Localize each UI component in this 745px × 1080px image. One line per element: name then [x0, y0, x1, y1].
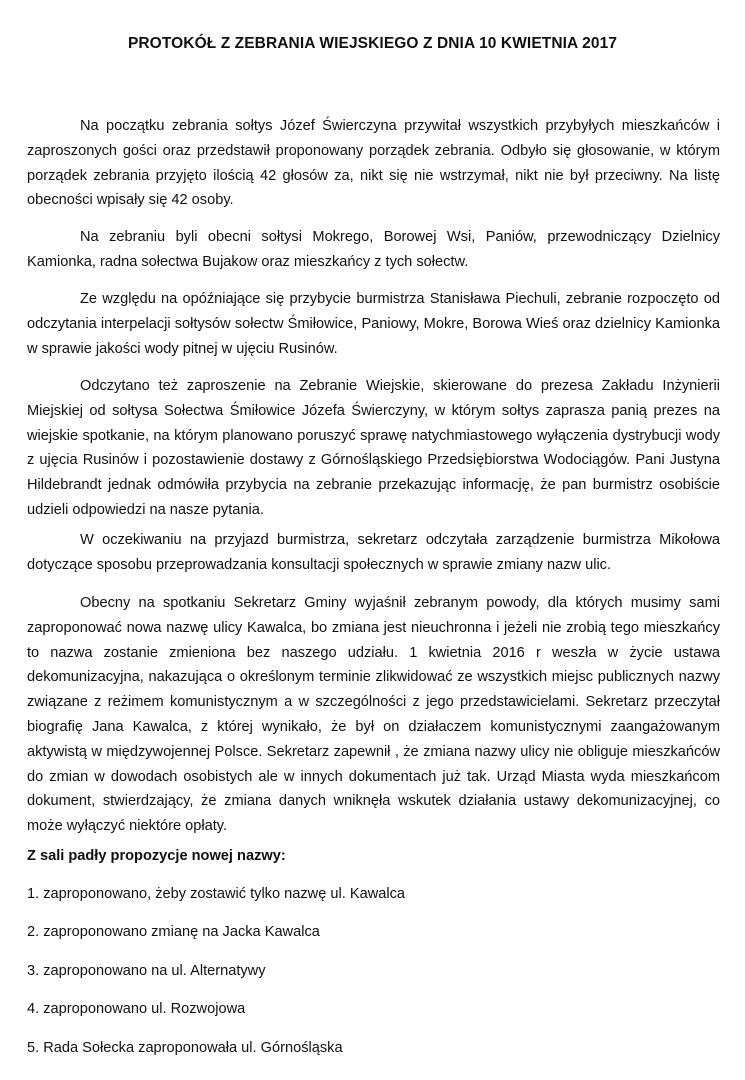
paragraph-secretary: Obecny na spotkaniu Sekretarz Gminy wyjaśnił zebranym powody, dla których musimy sami zaproponować nowa nazwę ulicy Kawalca, bo zmiana jest nieuchronna i jeżeli nie zrobią tego mieszkańcy to nazwa zostanie zmieniona bez naszego udziału. 1 kwietnia 2016 r weszła w życie ustawa dekomunizacyjna, nakazująca o określonym terminie zlikwidować ze wszystkich miejsc publicznych nazwy związane z reżimem komunistycznym a w szczególności z jego przedstawicielami. Sekretarz przeczytał biografię Jana Kawalca, z której wynikało, że był on działaczem komunistycznymi zaangażowanym aktywistą w międzywojennej Polsce. Sekretarz zapewnił , że zmiana nazwy ulicy nie obliguje mieszkańców do zmian w dowodach osobistych ale w innych dokumentach już tak. Urząd Miasta wyda mieszkańcom dokument, stwierdzający, że zmiana danych wniknęła wskutek działania ustawy dekomunizacyjnej, co może wyłączyć niektóre opłaty.	[27, 595, 720, 835]
paragraph-invitation: Odczytano też zaproszenie na Zebranie Wiejskie, skierowane do prezesa Zakładu Inżynierii Miejskiej od sołtysa Sołectwa Śmiłowice Józefa Świerczyny, w którym sołtys zaprasza panią prezes na wiejskie spotkanie, na którym planowano poruszyć sprawę natychmiastowego wyłączenia dystrybucji wody z ujęcia Rusinów i pozostawienie dostawy z Górnośląskiego Przedsiębiorstwa Wodociągów. Pani Justyna Hildebrandt jednak odmówiła przybycia na zebranie przekazując informację, że pan burmistrz osobiście udzieli odpowiedzi na nasze pytania.	[27, 378, 720, 518]
proposal-item: 2. zaproponowano zmianę na Jacka Kawalca	[27, 924, 320, 940]
proposal-item: 5. Rada Sołecka zaproponowała ul. Górnośląska	[27, 1040, 343, 1056]
proposal-item: 1. zaproponowano, żeby zostawić tylko nazwę ul. Kawalca	[27, 886, 406, 902]
paragraph-ordinance: W oczekiwaniu na przyjazd burmistrza, sekretarz odczytała zarządzenie burmistrza Mikołowa dotyczące sposobu przeprowadzania konsultacji społecznych w sprawie zmiany nazw ulic.	[27, 532, 720, 573]
proposal-item: 4. zaproponowano ul. Rozwojowa	[27, 1001, 246, 1017]
paragraph-attendees: Na zebraniu byli obecni sołtysi Mokrego, Borowej Wsi, Paniów, przewodniczący Dzielnicy Kamionka, radna sołectwa Bujakow oraz mieszkańcy z tych sołectw.	[27, 229, 720, 270]
document-title: PROTOKÓŁ Z ZEBRANIA WIEJSKIEGO Z DNIA 10 KWIETNIA 2017	[127, 35, 618, 52]
proposal-item: 3. zaproponowano na ul. Alternatywy	[27, 963, 266, 979]
paragraph-opening: Na początku zebrania sołtys Józef Świerczyna przywitał wszystkich przybyłych mieszkańców i zaproszonych gości oraz przedstawił proponowany porządek zebrania. Odbyło się głosowanie, w którym porządek zebrania przyjęto ilością 42 głosów za, nikt się nie wstrzymał, nikt nie był przeciwny. Na listę obecności wpisały się 42 osoby.	[27, 118, 720, 209]
paragraph-interpellations: Ze względu na opóźniające się przybycie burmistrza Stanisława Piechuli, zebranie rozpoczęto od odczytania interpelacji sołtysów sołectw Śmiłowice, Paniowy, Mokre, Borowa Wieś oraz dzielnicy Kamionka w sprawie jakości wody pitnej w ujęciu Rusinów.	[27, 291, 720, 357]
proposals-heading: Z sali padły propozycje nowej nazwy:	[27, 848, 286, 864]
